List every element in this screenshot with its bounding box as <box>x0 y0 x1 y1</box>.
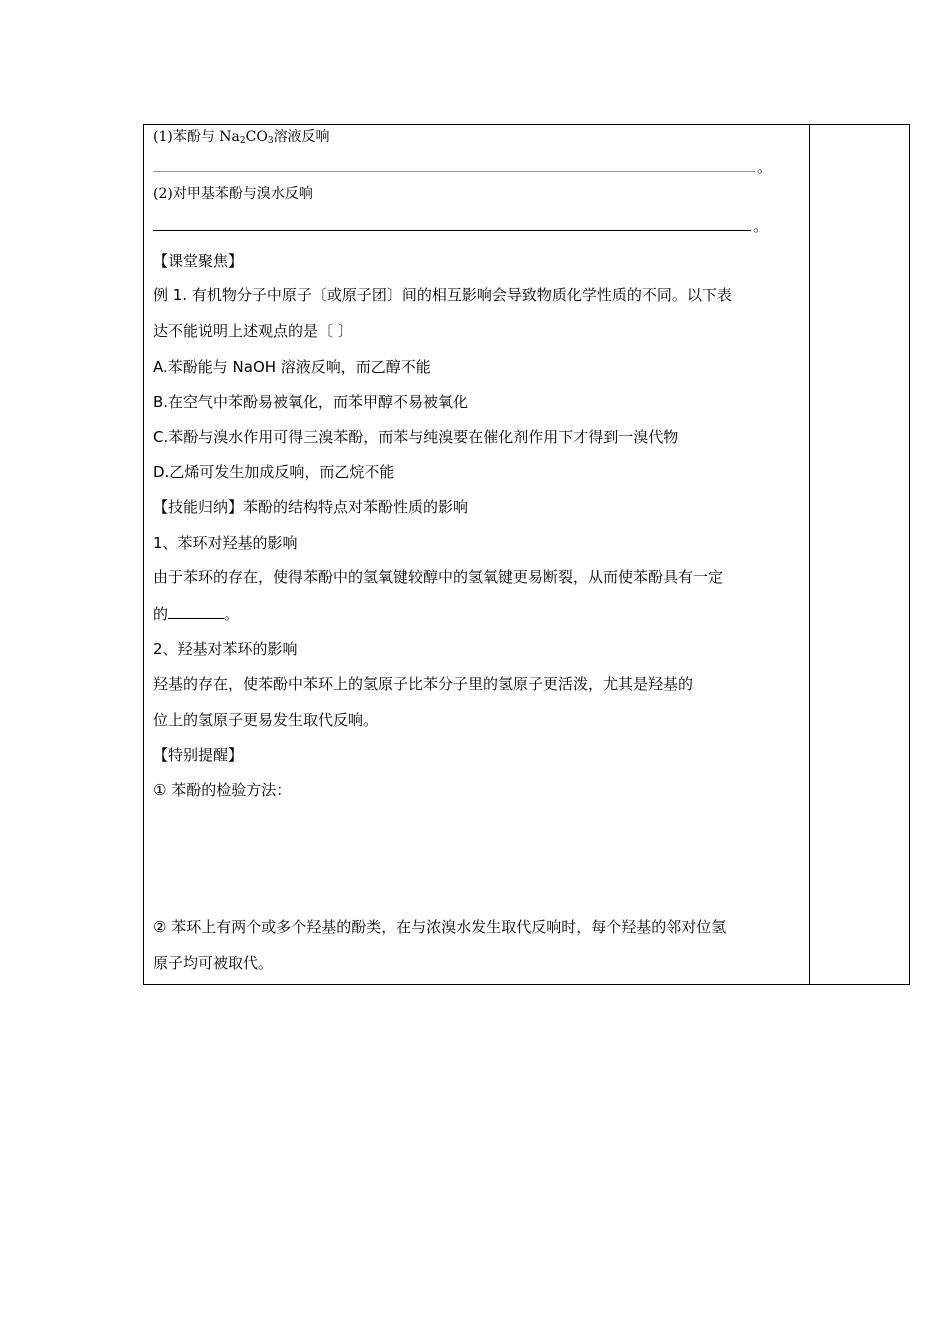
reminder-heading: 【特别提醒】 <box>153 746 244 764</box>
q1-prefix: (1)苯酚与 Na <box>153 129 240 145</box>
option-c: C.苯酚与溴水作用可得三溴苯酚，而苯与纯溴要在催化剂作用下才得到一溴代物 <box>153 428 679 446</box>
q1-formula-mid: CO <box>245 129 268 145</box>
q1-subscript-2: 2 <box>239 136 246 146</box>
question-2: (2)对甲基苯酚与溴水反响 <box>153 186 313 202</box>
option-d: D.乙烯可发生加成反响，而乙烷不能 <box>153 463 395 481</box>
option-b: B.在空气中苯酚易被氧化，而苯甲醇不易被氧化 <box>153 393 469 411</box>
fill-in-blank <box>168 604 224 619</box>
q2-answer-line <box>153 230 751 231</box>
q1-answer-line <box>153 171 755 172</box>
skill-point-1-prefix: 的 <box>153 605 169 623</box>
q2-end-mark: 。 <box>753 217 769 235</box>
reminder-item-2-line-2: 原子均可被取代。 <box>153 954 274 972</box>
focus-heading: 【课堂聚焦】 <box>153 252 244 270</box>
skill-point-1-line-1: 由于苯环的存在，使得苯酚中的氢氧键较醇中的氢氧键更易断裂，从而使苯酚具有一定 <box>153 568 724 586</box>
skill-point-1-line-2 <box>153 604 239 624</box>
skill-heading: 【技能归纳】苯酚的结构特点对苯酚性质的影响 <box>153 498 469 516</box>
skill-point-2-line-2: 位上的氢原子更易发生取代反响。 <box>153 711 379 729</box>
example-1-line-2: 达不能说明上述观点的是〔 〕 <box>153 322 353 340</box>
skill-point-2-line-1: 羟基的存在，使苯酚中苯环上的氢原子比苯分子里的氢原子更活泼，尤其是羟基的 <box>153 675 694 693</box>
q1-end-mark: 。 <box>757 158 773 176</box>
reminder-item-2-line-1: ② 苯环上有两个或多个羟基的酚类，在与浓溴水发生取代反响时，每个羟基的邻对位氢 <box>153 918 727 936</box>
worksheet-table <box>143 124 910 985</box>
q1-suffix: 溶液反响 <box>273 129 330 145</box>
option-a: A.苯酚能与 NaOH 溶液反响，而乙醇不能 <box>153 358 431 376</box>
skill-point-1-suffix: 。 <box>224 605 240 623</box>
skill-point-2-title: 2、羟基对苯环的影响 <box>153 640 298 658</box>
example-1-line-1: 例 1. 有机物分子中原子〔或原子团〕间的相互影响会导致物质化学性质的不同。以下表 <box>153 286 732 304</box>
skill-point-1-title: 1、苯环对羟基的影响 <box>153 534 298 552</box>
reminder-item-1: ① 苯酚的检验方法： <box>153 781 292 799</box>
question-1 <box>153 127 330 151</box>
q1-subscript-3: 3 <box>267 136 274 146</box>
table-column-divider <box>809 124 810 985</box>
